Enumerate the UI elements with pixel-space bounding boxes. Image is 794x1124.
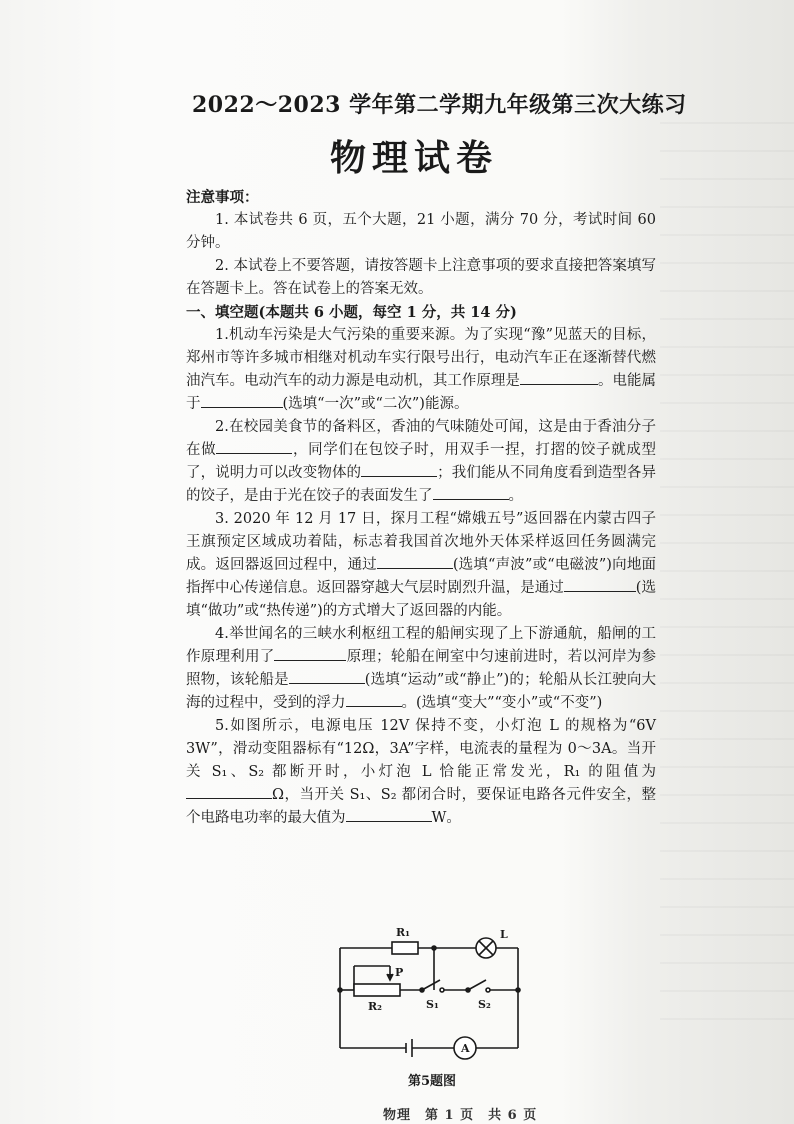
q3-blank-1: [377, 554, 453, 569]
label-s1: S₁: [426, 998, 439, 1011]
q2-text-2: ，同学们在包饺子时，用双手一捏，打摺的饺子就成型了，说明力可以改变物体的: [186, 442, 657, 481]
question-5: [186, 715, 656, 830]
question-2: [186, 416, 656, 508]
notice-item-2: 2. 本试卷上不要答题，请按答题卡上注意事项的要求直接把答案填写在答题卡上。答在试卷上的答案无效。: [186, 258, 656, 297]
circuit-diagram: [330, 918, 530, 1068]
question-3: [186, 508, 656, 623]
q3-text-2: (选填“声波”或“电磁波”)向地面指挥中心传递信息。返回器穿越大气层时剧烈升温，是通过: [186, 557, 657, 596]
q4-text-2: 原理；轮船在闸室中匀速前进时，若以河岸为参照物，该轮船是: [186, 649, 657, 688]
q5-blank-1: [186, 784, 272, 799]
resistor-r1: [392, 942, 418, 954]
q1-text-3: (选填“一次”或“二次”)能源。: [282, 396, 469, 412]
q5-text-2: Ω，当开关 S₁、S₂ 都闭合时，要保证电路各元件安全，整个电路电功率的最大值为: [186, 787, 656, 826]
q4-blank-1: [274, 646, 346, 661]
figure-caption: 第5题图: [408, 1074, 457, 1089]
exam-content: [186, 186, 656, 830]
label-ammeter: A: [461, 1042, 470, 1055]
q4-blank-3: [346, 692, 402, 707]
question-1: [186, 324, 656, 416]
exam-title: 2022～2023 学年第二学期九年级第三次大练习: [192, 92, 687, 118]
q4-text-3: (选填“运动”或“静止”)的；轮船从长江驶向大海的过程中，受到的浮力: [186, 672, 657, 711]
q3-blank-2: [564, 577, 636, 592]
label-p: P: [395, 966, 404, 979]
q5-text-1: 5.如图所示，电源电压 12V 保持不变，小灯泡 L 的规格为“6V 3W”，滑动变阻器标有“12Ω，3A”字样，电流表的量程为 0～3A。当开关 S₁、S₂ 都断开时，小灯泡 L 恰能正常发光，R₁ 的阻值为: [186, 718, 656, 780]
q1-text-1: 1.机动车污染是大气污染的重要来源。为了实现“豫”见蓝天的目标，郑州市等许多城市相继对机动车实行限号出行，电动汽车正在逐渐替代燃油汽车。电动汽车的动力源是电动机，其工作原理是: [186, 327, 656, 389]
switch-s1: [422, 980, 440, 990]
switch-s2: [468, 980, 486, 990]
q2-text-1: 2.在校园美食节的备料区，香油的气味随处可闻，这是由于香油分子在做: [186, 419, 656, 458]
q2-text-3: ；我们能从不同角度看到造型各异的饺子，是由于光在饺子的表面发生了: [186, 465, 657, 504]
label-r2: R₂: [368, 1000, 382, 1013]
q2-blank-3: [433, 485, 509, 500]
q5-text-3: W。: [431, 810, 461, 826]
q3-text-1: 3. 2020 年 12 月 17 日，探月工程“嫦娥五号”返回器在内蒙古四子王旗预定区域成功着陆，标志着我国首次地外天体采样返回任务圆满完成。返回器返回过程中，通过: [186, 511, 656, 573]
q3-text-3: (选填“做功”或“热传递”)的方式增大了返回器的内能。: [186, 580, 656, 619]
rheostat-r2: [354, 984, 400, 996]
question-4: [186, 623, 656, 715]
notice-item-1: 1. 本试卷共 6 页，五个大题，21 小题，满分 70 分，考试时间 60 分钟。: [186, 212, 656, 251]
exam-subtitle: 物理试卷: [330, 137, 499, 179]
label-r1: R₁: [396, 926, 410, 939]
notice-heading: 注意事项：: [186, 189, 259, 206]
q2-text-4: 。: [508, 488, 523, 504]
page-footer: 物理 第 1 页 共 6 页: [383, 1108, 538, 1123]
q5-blank-2: [346, 807, 432, 822]
q1-text-2: 。电能属于: [186, 373, 657, 412]
label-s2: S₂: [478, 998, 491, 1011]
section-1-heading: 一、填空题(本题共 6 小题，每空 1 分，共 14 分): [186, 304, 517, 321]
q4-text-1: 4.举世闻名的三峡水利枢纽工程的船闸实现了上下游通航，船闸的工作原理利用了: [186, 626, 656, 665]
q2-blank-1: [216, 439, 292, 454]
q1-blank-2: [201, 393, 283, 408]
label-l: L: [500, 928, 508, 941]
q2-blank-2: [361, 462, 437, 477]
q1-blank-1: [520, 370, 598, 385]
page-edge-shadow: [660, 120, 794, 1020]
q4-text-4: 。(选填“变大”“变小”或“不变”): [401, 695, 603, 711]
q4-blank-2: [289, 669, 365, 684]
